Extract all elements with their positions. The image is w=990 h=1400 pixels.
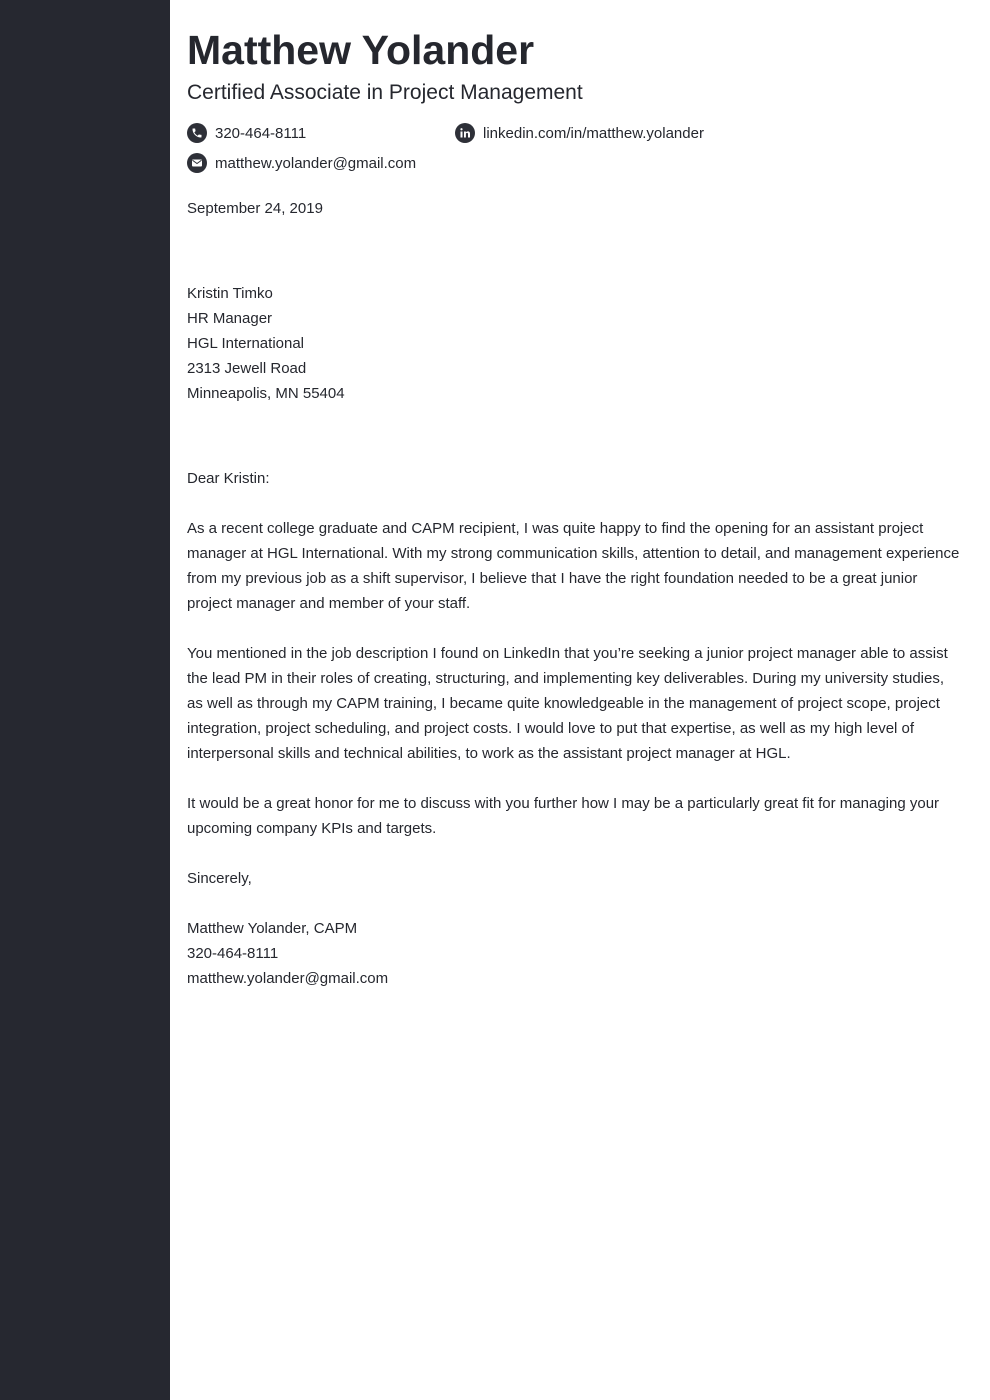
recipient-city: Minneapolis, MN 55404	[187, 385, 345, 402]
recipient-street: 2313 Jewell Road	[187, 360, 307, 377]
salutation: Dear Kristin:	[187, 470, 270, 487]
signature-name: Matthew Yolander, CAPM	[187, 920, 358, 937]
body-paragraph-1: As a recent college graduate and CAPM recipient, I was quite happy to find the opening for an assistant project manager at HGL International. With my strong communication skills, attention to detail, and management experience from my previous job as a shift supervisor, I believe that I have the right foundation needed to be a great junior project manager and member of your staff.	[187, 520, 960, 612]
recipient-company: HGL International	[187, 335, 305, 352]
contact-phone	[187, 122, 306, 144]
contact-linkedin	[455, 122, 704, 144]
linkedin-icon	[455, 123, 475, 143]
email-link[interactable]: matthew.yolander@gmail.com	[215, 154, 417, 172]
envelope-icon	[187, 153, 207, 173]
recipient-position: HR Manager	[187, 310, 273, 327]
letter-date: September 24, 2019	[187, 200, 323, 217]
applicant-name: Matthew Yolander	[187, 27, 535, 73]
body-paragraph-2: You mentioned in the job description I found on LinkedIn that you’re seeking a junior project manager able to assist the lead PM in their roles of creating, structuring, and implementing key deliverables. During my university studies, as well as through my CAPM training, I became quite knowledgeable in the management of project scope, project integration, project scheduling, and project costs. I would love to put that expertise, as well as my high level of interpersonal skills and technical abilities, to work as the assistant project manager at HGL.	[187, 645, 948, 762]
phone-icon	[187, 123, 207, 143]
sidebar-panel	[0, 0, 170, 1400]
body-paragraph-3: It would be a great honor for me to discuss with you further how I may be a particularly great fit for managing your upcoming company KPIs and targets.	[187, 795, 940, 837]
closing: Sincerely,	[187, 870, 252, 887]
phone-text: 320-464-8111	[215, 124, 307, 142]
applicant-title: Certified Associate in Project Management	[187, 81, 583, 104]
linkedin-link[interactable]: linkedin.com/in/matthew.yolander	[483, 124, 704, 142]
signature-phone: 320-464-8111	[187, 945, 279, 962]
recipient-name: Kristin Timko	[187, 285, 273, 302]
signature-email: matthew.yolander@gmail.com	[187, 970, 389, 987]
contact-email	[187, 152, 416, 174]
